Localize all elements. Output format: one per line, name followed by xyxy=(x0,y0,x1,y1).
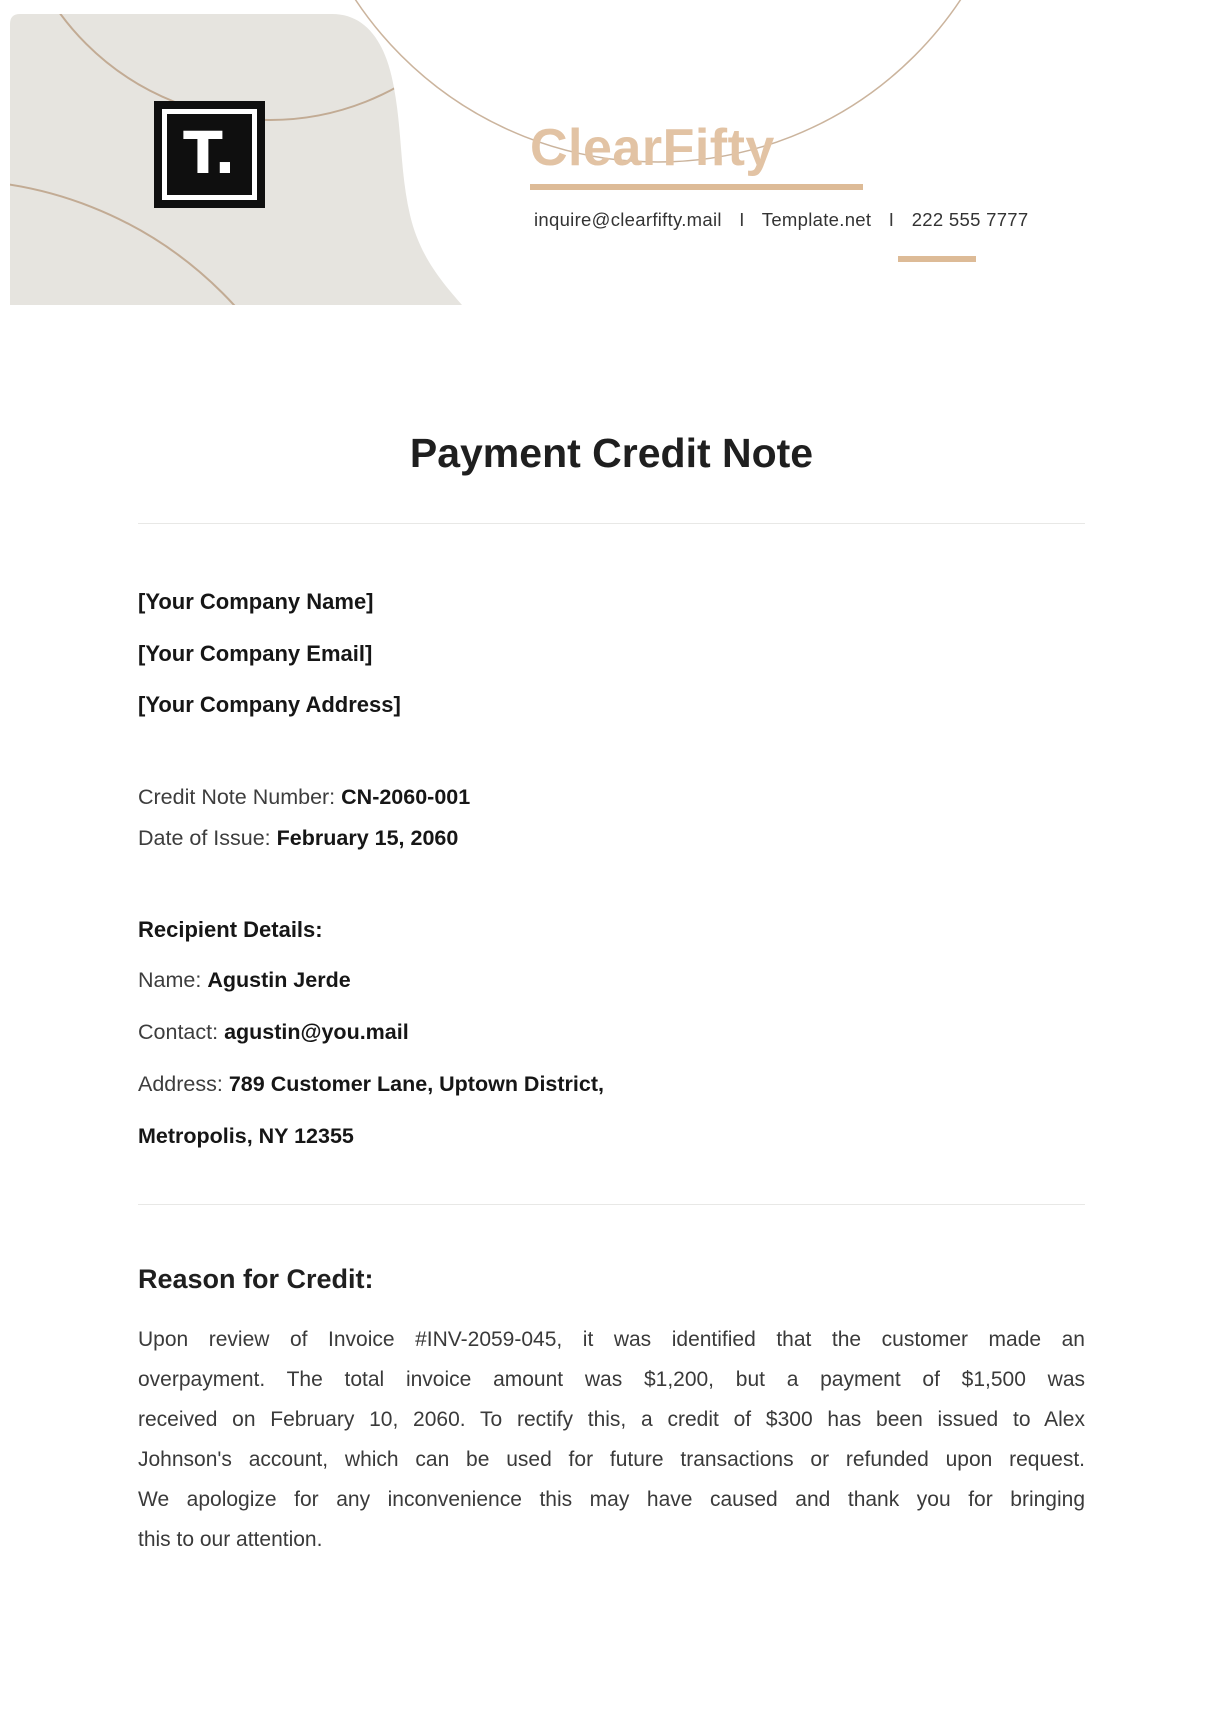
accent-bar xyxy=(898,256,976,262)
recipient-contact-line xyxy=(138,1018,1085,1046)
reason-paragraph-line: Upon review of Invoice #INV-2059-045, it was identified that the customer made an xyxy=(138,1328,1085,1351)
date-of-issue-label: Date of Issue: xyxy=(138,826,271,850)
recipient-address-value-2: Metropolis, NY 12355 xyxy=(138,1124,354,1148)
reason-paragraph-line: We apologize for any inconvenience this may have caused and thank you for bringing xyxy=(138,1488,1085,1511)
recipient-contact-value: agustin@you.mail xyxy=(224,1020,409,1044)
contact-website: Template.net xyxy=(761,209,872,230)
logo-letter: T. xyxy=(183,118,236,187)
contact-separator: I xyxy=(888,209,895,230)
recipient-details-heading: Recipient Details: xyxy=(138,917,323,942)
recipient-name-line xyxy=(138,966,1085,994)
contact-phone: 222 555 7777 xyxy=(911,209,1029,230)
company-email-placeholder: [Your Company Email] xyxy=(138,641,373,666)
page-title: Payment Credit Note xyxy=(409,430,814,476)
credit-note-number-line xyxy=(138,783,1085,811)
recipient-address-label: Address: xyxy=(138,1072,223,1096)
company-name-placeholder: [Your Company Name] xyxy=(138,589,374,614)
recipient-name-value: Agustin Jerde xyxy=(207,968,351,992)
recipient-address-value: 789 Customer Lane, Uptown District, xyxy=(228,1072,604,1096)
reason-for-credit-heading: Reason for Credit: xyxy=(138,1264,374,1294)
logo-inner-frame xyxy=(162,109,257,200)
reason-paragraph-line: overpayment. The total invoice amount was $1,200, but a payment of $1,500 was xyxy=(138,1368,1085,1391)
brand-logo xyxy=(154,101,265,208)
contact-line xyxy=(534,209,1028,231)
brand-name: ClearFifty xyxy=(530,119,775,177)
divider xyxy=(138,523,1085,524)
recipient-address-line xyxy=(138,1070,1085,1098)
recipient-address-line-2 xyxy=(138,1122,1085,1150)
reason-paragraph-line: this to our attention. xyxy=(138,1528,323,1551)
contact-separator: I xyxy=(739,209,745,230)
credit-note-number-value: CN-2060-001 xyxy=(341,785,471,809)
divider xyxy=(138,1204,1085,1205)
brand-underline xyxy=(530,184,863,190)
date-of-issue-line xyxy=(138,824,1085,852)
credit-note-number-label: Credit Note Number: xyxy=(138,785,336,809)
date-of-issue-value: February 15, 2060 xyxy=(276,826,459,850)
company-address-placeholder: [Your Company Address] xyxy=(138,692,401,717)
recipient-contact-label: Contact: xyxy=(138,1020,219,1044)
recipient-name-label: Name: xyxy=(138,968,202,992)
reason-paragraph-line: received on February 10, 2060. To rectify this, a credit of $300 has been issued to Alex xyxy=(138,1408,1085,1431)
contact-email: inquire@clearfifty.mail xyxy=(534,209,722,230)
reason-paragraph-line: Johnson's account, which can be used for future transactions or refunded upon request. xyxy=(138,1448,1085,1471)
